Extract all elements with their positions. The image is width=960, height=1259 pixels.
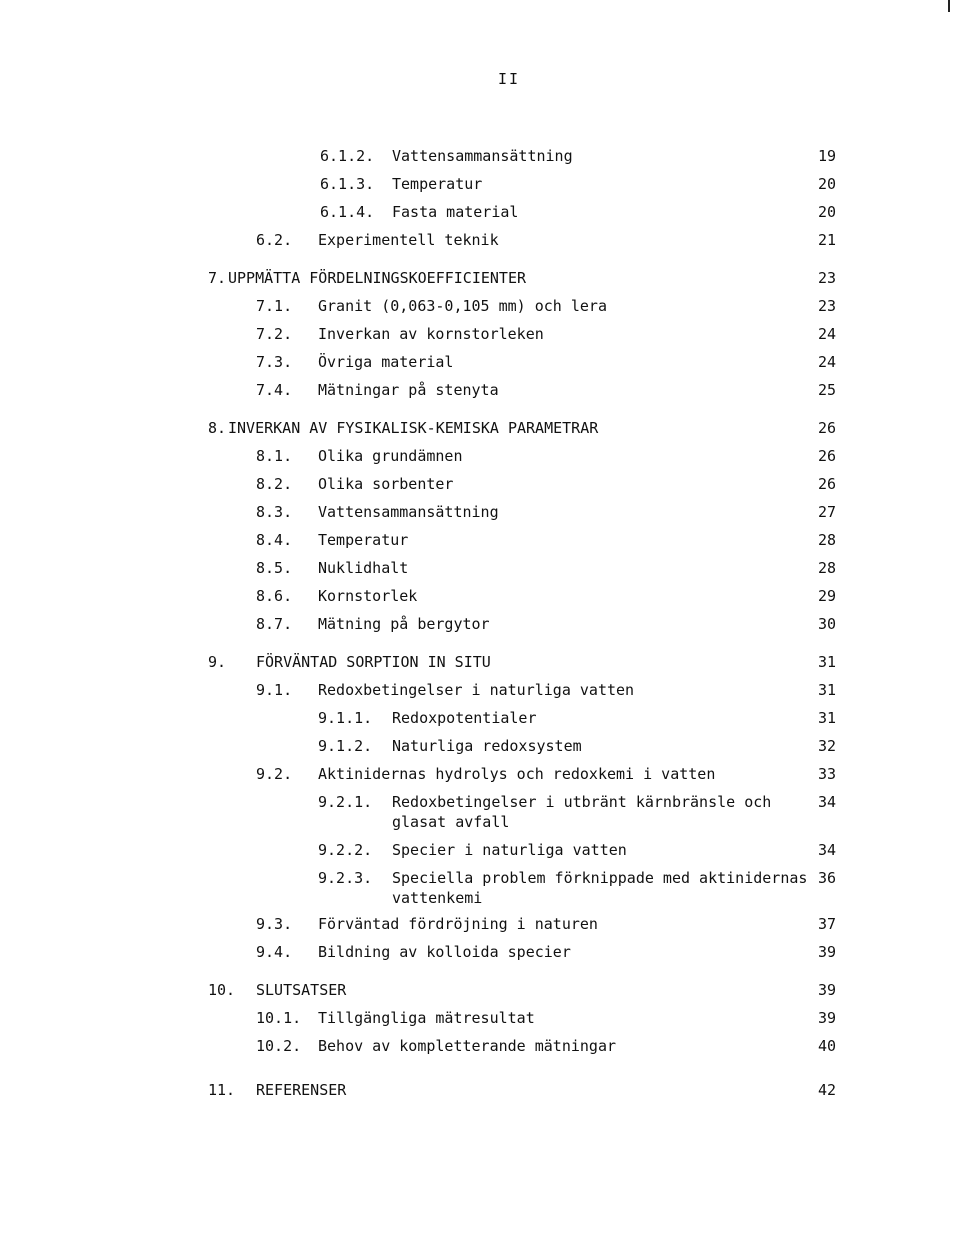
toc-number: 10.2. <box>256 1037 302 1055</box>
toc-title: Olika sorbenter <box>318 475 454 493</box>
toc-title: Övriga material <box>318 353 454 371</box>
toc-title: Redoxpotentialer <box>392 709 537 727</box>
toc-page: 26 <box>818 475 837 493</box>
toc-page: 39 <box>818 981 837 999</box>
toc-page: 42 <box>818 1081 837 1099</box>
toc-section-heading <box>0 980 960 1000</box>
toc-title: Redoxbetingelser i utbränt kärnbränsle och <box>392 793 772 811</box>
toc-entry <box>0 230 960 250</box>
toc-number: 9.1. <box>256 681 293 699</box>
toc-number: 6.1.3. <box>320 175 375 193</box>
toc-entry <box>0 736 960 756</box>
toc-page: 28 <box>818 531 837 549</box>
toc-number: 9.2. <box>256 765 293 783</box>
toc-number: 10.1. <box>256 1009 302 1027</box>
toc-title-continuation: glasat avfall <box>392 813 510 831</box>
toc-entry <box>0 474 960 494</box>
toc-number: 7.4. <box>256 381 293 399</box>
toc-title: Naturliga redoxsystem <box>392 737 582 755</box>
toc-entry <box>0 840 960 860</box>
toc-entry <box>0 792 960 834</box>
toc-number: 9.2.1. <box>318 793 373 811</box>
toc-title: SLUTSATSER <box>256 981 347 999</box>
toc-number: 8.7. <box>256 615 293 633</box>
toc-title: UPPMÄTTA FÖRDELNINGSKOEFFICIENTER <box>228 269 527 287</box>
toc-title: Olika grundämnen <box>318 447 463 465</box>
toc-entry <box>0 174 960 194</box>
toc-number: 8.2. <box>256 475 293 493</box>
toc-entry <box>0 586 960 606</box>
toc-entry <box>0 446 960 466</box>
toc-section-heading <box>0 418 960 438</box>
toc-title: Redoxbetingelser i naturliga vatten <box>318 681 635 699</box>
scan-edge-mark <box>948 0 950 12</box>
toc-title: Bildning av kolloida specier <box>318 943 571 961</box>
toc-entry <box>0 502 960 522</box>
toc-section-heading <box>0 1080 960 1100</box>
toc-title: Fasta material <box>392 203 519 221</box>
toc-page: 24 <box>818 325 837 343</box>
toc-title: Kornstorlek <box>318 587 418 605</box>
toc-page: 23 <box>818 297 837 315</box>
toc-entry <box>0 1036 960 1056</box>
toc-page: 24 <box>818 353 837 371</box>
toc-page: 21 <box>818 231 837 249</box>
toc-number: 11. <box>208 1081 236 1099</box>
toc-page: 28 <box>818 559 837 577</box>
toc-entry <box>0 764 960 784</box>
toc-page: 34 <box>818 793 837 811</box>
toc-number: 7. <box>208 269 227 287</box>
toc-entry <box>0 708 960 728</box>
toc-title: Temperatur <box>318 531 409 549</box>
toc-page: 29 <box>818 587 837 605</box>
toc-number: 6.2. <box>256 231 293 249</box>
toc-title: Specier i naturliga vatten <box>392 841 627 859</box>
toc-entry <box>0 680 960 700</box>
toc-number: 9.1.2. <box>318 737 373 755</box>
toc-number: 9.3. <box>256 915 293 933</box>
toc-page: 25 <box>818 381 837 399</box>
toc-entry <box>0 942 960 962</box>
toc-title: Aktinidernas hydrolys och redoxkemi i vatten <box>318 765 716 783</box>
toc-entry <box>0 530 960 550</box>
toc-number: 8.3. <box>256 503 293 521</box>
toc-page: 20 <box>818 175 837 193</box>
toc-entry <box>0 296 960 316</box>
toc-page: 34 <box>818 841 837 859</box>
toc-title: Mätningar på stenyta <box>318 381 499 399</box>
toc-entry <box>0 324 960 344</box>
toc-title: Experimentell teknik <box>318 231 499 249</box>
toc-number: 7.3. <box>256 353 293 371</box>
toc-number: 10. <box>208 981 236 999</box>
toc-number: 6.1.4. <box>320 203 375 221</box>
toc-number: 9.1.1. <box>318 709 373 727</box>
page-number: II <box>498 70 521 88</box>
toc-title: REFERENSER <box>256 1081 347 1099</box>
toc-title: Vattensammansättning <box>392 147 573 165</box>
toc-number: 7.2. <box>256 325 293 343</box>
toc-page: 26 <box>818 419 837 437</box>
toc-title: Behov av kompletterande mätningar <box>318 1037 617 1055</box>
toc-entry <box>0 146 960 166</box>
toc-number: 8.4. <box>256 531 293 549</box>
toc-page: 31 <box>818 653 837 671</box>
toc-page: 39 <box>818 943 837 961</box>
toc-page: 40 <box>818 1037 837 1055</box>
toc-number: 9. <box>208 653 227 671</box>
toc-entry <box>0 352 960 372</box>
toc-number: 8.1. <box>256 447 293 465</box>
toc-number: 7.1. <box>256 297 293 315</box>
toc-title-continuation: vattenkemi <box>392 889 483 907</box>
toc-title: INVERKAN AV FYSIKALISK-KEMISKA PARAMETRAR <box>228 419 599 437</box>
toc-number: 6.1.2. <box>320 147 375 165</box>
toc-title: FÖRVÄNTAD SORPTION IN SITU <box>256 653 491 671</box>
toc-title: Nuklidhalt <box>318 559 409 577</box>
toc-entry <box>0 914 960 934</box>
toc-number: 9.2.2. <box>318 841 373 859</box>
toc-title: Vattensammansättning <box>318 503 499 521</box>
toc-title: Temperatur <box>392 175 483 193</box>
toc-page: 20 <box>818 203 837 221</box>
toc-number: 8.6. <box>256 587 293 605</box>
toc-number: 9.4. <box>256 943 293 961</box>
toc-entry <box>0 202 960 222</box>
toc-page: 23 <box>818 269 837 287</box>
toc-entry <box>0 1008 960 1028</box>
toc-page: 37 <box>818 915 837 933</box>
toc-page: 36 <box>818 869 837 887</box>
toc-entry <box>0 614 960 634</box>
toc-section-heading <box>0 652 960 672</box>
toc-page: 27 <box>818 503 837 521</box>
toc-page: 19 <box>818 147 837 165</box>
toc-title: Tillgängliga mätresultat <box>318 1009 535 1027</box>
toc-title: Speciella problem förknippade med aktinidernas <box>392 869 808 887</box>
toc-title: Granit (0,063-0,105 mm) och lera <box>318 297 607 315</box>
toc-number: 8. <box>208 419 227 437</box>
toc-page: 30 <box>818 615 837 633</box>
toc-page: 26 <box>818 447 837 465</box>
toc-page: 31 <box>818 709 837 727</box>
toc-page: 32 <box>818 737 837 755</box>
toc-section-heading <box>0 268 960 288</box>
toc-title: Mätning på bergytor <box>318 615 490 633</box>
toc-number: 8.5. <box>256 559 293 577</box>
toc-title: Förväntad fördröjning i naturen <box>318 915 598 933</box>
toc-number: 9.2.3. <box>318 869 373 887</box>
toc-page: 33 <box>818 765 837 783</box>
toc-entry <box>0 558 960 578</box>
toc-entry <box>0 868 960 910</box>
toc-page: 39 <box>818 1009 837 1027</box>
toc-page: 31 <box>818 681 837 699</box>
toc-entry <box>0 380 960 400</box>
toc-title: Inverkan av kornstorleken <box>318 325 544 343</box>
